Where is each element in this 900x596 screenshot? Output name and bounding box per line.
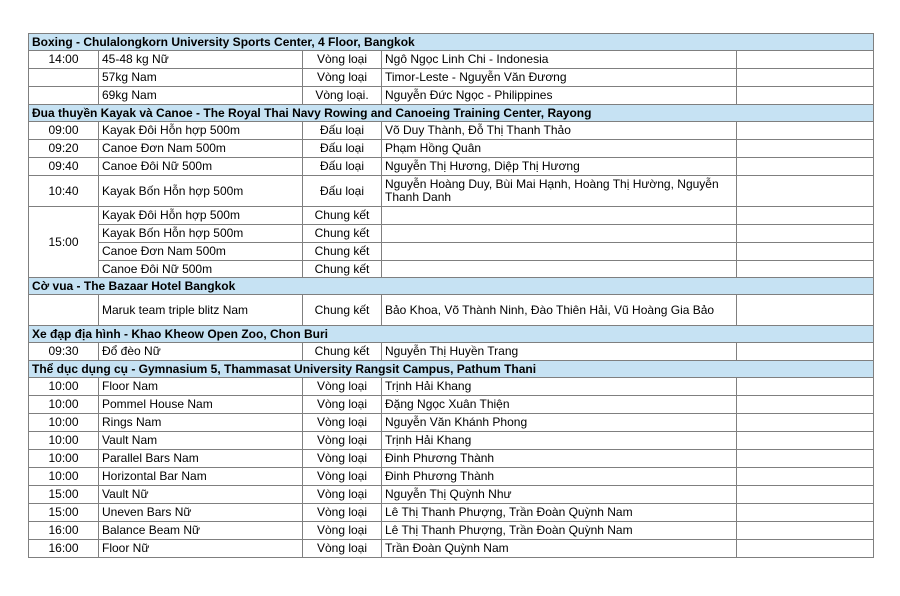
athletes-cell: Trịnh Hải Khang — [382, 378, 737, 396]
athletes-cell: Trần Đoàn Quỳnh Nam — [382, 540, 737, 558]
time-cell: 09:30 — [29, 343, 99, 361]
section-title: Cờ vua - The Bazaar Hotel Bangkok — [29, 278, 874, 295]
schedule-row — [29, 261, 874, 278]
event-cell: Horizontal Bar Nam — [99, 468, 303, 486]
round-cell: Vòng loại — [303, 69, 382, 87]
round-cell: Vòng loại — [303, 378, 382, 396]
schedule-row — [29, 122, 874, 140]
extra-cell — [737, 414, 874, 432]
schedule-row — [29, 522, 874, 540]
time-cell: 15:00 — [29, 504, 99, 522]
event-cell: Canoe Đơn Nam 500m — [99, 140, 303, 158]
athletes-cell: Đặng Ngọc Xuân Thiện — [382, 396, 737, 414]
event-cell: Pommel House Nam — [99, 396, 303, 414]
athletes-cell: Bảo Khoa, Võ Thành Ninh, Đào Thiên Hải, Vũ Hoàng Gia Bảo — [382, 295, 737, 326]
extra-cell — [737, 468, 874, 486]
section-header — [29, 361, 874, 378]
extra-cell — [737, 158, 874, 176]
schedule-row — [29, 486, 874, 504]
schedule-row — [29, 158, 874, 176]
schedule-row — [29, 343, 874, 361]
schedule-row — [29, 87, 874, 105]
schedule-row — [29, 396, 874, 414]
time-cell: 16:00 — [29, 522, 99, 540]
extra-cell — [737, 540, 874, 558]
athletes-cell — [382, 261, 737, 278]
event-cell: Đổ đèo Nữ — [99, 343, 303, 361]
round-cell: Vòng loại — [303, 522, 382, 540]
athletes-cell: Phạm Hồng Quân — [382, 140, 737, 158]
schedule-row — [29, 295, 874, 326]
round-cell: Chung kết — [303, 225, 382, 243]
time-cell: 14:00 — [29, 51, 99, 69]
event-cell: Floor Nữ — [99, 540, 303, 558]
time-cell: 10:00 — [29, 414, 99, 432]
extra-cell — [737, 176, 874, 207]
extra-cell — [737, 378, 874, 396]
athletes-cell — [382, 225, 737, 243]
section-header — [29, 105, 874, 122]
extra-cell — [737, 486, 874, 504]
time-cell: 09:40 — [29, 158, 99, 176]
schedule-row — [29, 176, 874, 207]
event-cell: Rings Nam — [99, 414, 303, 432]
athletes-cell — [382, 207, 737, 225]
round-cell: Vòng loại — [303, 414, 382, 432]
extra-cell — [737, 261, 874, 278]
schedule-row — [29, 504, 874, 522]
section-title: Boxing - Chulalongkorn University Sports Center, 4 Floor, Bangkok — [29, 34, 874, 51]
event-cell: Balance Beam Nữ — [99, 522, 303, 540]
event-cell: Kayak Bốn Hỗn hợp 500m — [99, 176, 303, 207]
athletes-cell: Võ Duy Thành, Đỗ Thị Thanh Thảo — [382, 122, 737, 140]
time-cell — [29, 295, 99, 326]
schedule-row — [29, 225, 874, 243]
event-cell: Kayak Bốn Hỗn hợp 500m — [99, 225, 303, 243]
event-cell: Floor Nam — [99, 378, 303, 396]
round-cell: Chung kết — [303, 343, 382, 361]
schedule-row — [29, 243, 874, 261]
athletes-cell: Lê Thị Thanh Phượng, Trần Đoàn Quỳnh Nam — [382, 522, 737, 540]
event-cell: Canoe Đơn Nam 500m — [99, 243, 303, 261]
time-cell: 10:00 — [29, 396, 99, 414]
extra-cell — [737, 295, 874, 326]
section-header — [29, 278, 874, 295]
schedule-row — [29, 432, 874, 450]
round-cell: Chung kết — [303, 207, 382, 225]
extra-cell — [737, 207, 874, 225]
extra-cell — [737, 87, 874, 105]
extra-cell — [737, 396, 874, 414]
time-cell — [29, 87, 99, 105]
time-cell: 10:00 — [29, 450, 99, 468]
time-cell: 09:00 — [29, 122, 99, 140]
round-cell: Chung kết — [303, 295, 382, 326]
time-cell: 10:00 — [29, 378, 99, 396]
event-cell: 69kg Nam — [99, 87, 303, 105]
extra-cell — [737, 522, 874, 540]
schedule-row — [29, 468, 874, 486]
athletes-cell — [382, 243, 737, 261]
extra-cell — [737, 140, 874, 158]
round-cell: Đấu loại — [303, 122, 382, 140]
round-cell: Chung kết — [303, 261, 382, 278]
event-cell: Vault Nam — [99, 432, 303, 450]
athletes-cell: Nguyễn Đức Ngọc - Philippines — [382, 87, 737, 105]
schedule-row — [29, 414, 874, 432]
extra-cell — [737, 243, 874, 261]
schedule-row — [29, 450, 874, 468]
event-cell: 45-48 kg Nữ — [99, 51, 303, 69]
event-cell: Parallel Bars Nam — [99, 450, 303, 468]
round-cell: Vòng loại — [303, 540, 382, 558]
schedule-table — [28, 33, 874, 558]
extra-cell — [737, 432, 874, 450]
event-cell: Kayak Đôi Hỗn hợp 500m — [99, 207, 303, 225]
round-cell: Vòng loại — [303, 486, 382, 504]
round-cell: Vòng loại — [303, 504, 382, 522]
extra-cell — [737, 225, 874, 243]
section-title: Đua thuyền Kayak và Canoe - The Royal Thai Navy Rowing and Canoeing Training Center, Rayong — [29, 105, 874, 122]
schedule-row — [29, 540, 874, 558]
round-cell: Vòng loại — [303, 432, 382, 450]
round-cell: Vòng loại — [303, 450, 382, 468]
athletes-cell: Đinh Phương Thành — [382, 450, 737, 468]
schedule-row — [29, 51, 874, 69]
athletes-cell: Nguyễn Thị Hương, Diệp Thị Hương — [382, 158, 737, 176]
extra-cell — [737, 343, 874, 361]
section-title: Thể dục dụng cụ - Gymnasium 5, Thammasat University Rangsit Campus, Pathum Thani — [29, 361, 874, 378]
time-cell: 15:00 — [29, 486, 99, 504]
athletes-cell: Timor-Leste - Nguyễn Văn Đương — [382, 69, 737, 87]
event-cell: Vault Nữ — [99, 486, 303, 504]
time-cell: 15:00 — [29, 207, 99, 278]
time-cell: 09:20 — [29, 140, 99, 158]
schedule-row — [29, 378, 874, 396]
athletes-cell: Nguyễn Thị Huyền Trang — [382, 343, 737, 361]
extra-cell — [737, 504, 874, 522]
athletes-cell: Nguyễn Thị Quỳnh Như — [382, 486, 737, 504]
athletes-cell: Trịnh Hải Khang — [382, 432, 737, 450]
round-cell: Đấu loại — [303, 158, 382, 176]
round-cell: Vòng loại. — [303, 87, 382, 105]
extra-cell — [737, 69, 874, 87]
time-cell: 10:00 — [29, 468, 99, 486]
extra-cell — [737, 122, 874, 140]
round-cell: Vòng loại — [303, 468, 382, 486]
extra-cell — [737, 450, 874, 468]
athletes-cell: Ngô Ngọc Linh Chi - Indonesia — [382, 51, 737, 69]
section-header — [29, 326, 874, 343]
event-cell: Canoe Đôi Nữ 500m — [99, 158, 303, 176]
schedule-row — [29, 69, 874, 87]
round-cell: Đấu loại — [303, 176, 382, 207]
schedule-row — [29, 207, 874, 225]
athletes-cell: Đinh Phương Thành — [382, 468, 737, 486]
event-cell: Canoe Đôi Nữ 500m — [99, 261, 303, 278]
event-cell: 57kg Nam — [99, 69, 303, 87]
schedule-row — [29, 140, 874, 158]
section-title: Xe đạp địa hình - Khao Kheow Open Zoo, Chon Buri — [29, 326, 874, 343]
extra-cell — [737, 51, 874, 69]
time-cell: 10:40 — [29, 176, 99, 207]
event-cell: Kayak Đôi Hỗn hợp 500m — [99, 122, 303, 140]
athletes-cell: Lê Thị Thanh Phượng, Trần Đoàn Quỳnh Nam — [382, 504, 737, 522]
round-cell: Đấu loại — [303, 140, 382, 158]
time-cell: 16:00 — [29, 540, 99, 558]
round-cell: Vòng loại — [303, 51, 382, 69]
event-cell: Uneven Bars Nữ — [99, 504, 303, 522]
event-cell: Maruk team triple blitz Nam — [99, 295, 303, 326]
round-cell: Chung kết — [303, 243, 382, 261]
time-cell: 10:00 — [29, 432, 99, 450]
round-cell: Vòng loại — [303, 396, 382, 414]
section-header — [29, 34, 874, 51]
time-cell — [29, 69, 99, 87]
athletes-cell: Nguyễn Hoàng Duy, Bùi Mai Hạnh, Hoàng Thị Hường, Nguyễn Thanh Danh — [382, 176, 737, 207]
athletes-cell: Nguyễn Văn Khánh Phong — [382, 414, 737, 432]
